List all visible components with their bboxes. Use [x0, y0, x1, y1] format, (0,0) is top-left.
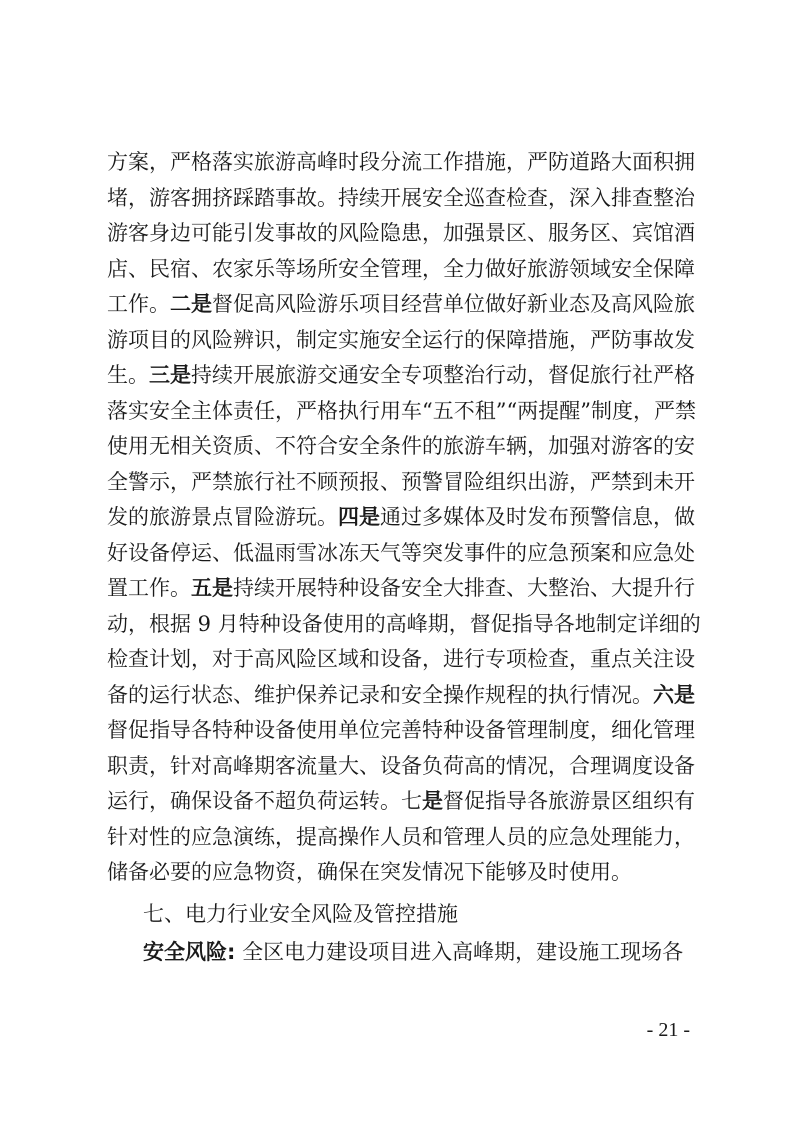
section-heading: 七、电力行业安全风险及管控措施	[143, 902, 458, 926]
text-line	[107, 786, 695, 816]
text-line	[107, 644, 695, 674]
risk-paragraph	[143, 937, 687, 967]
text-line	[107, 715, 695, 745]
risk-label: 安全风险:	[143, 940, 236, 964]
risk-text: 全区电力建设项目进入高峰期，建设施工现场各	[235, 940, 684, 964]
text-segment: 储备必要的应急物资，确保在突发情况下能够及时使用。	[107, 860, 632, 884]
text-line	[107, 680, 695, 710]
text-line	[107, 502, 695, 532]
text-segment: 店、民宿、农家乐等场所安全管理，全力做好旅游领域安全保障	[107, 257, 695, 281]
text-line	[107, 431, 695, 461]
text-segment: 游项目的风险辨识，制定实施安全运行的保障措施，严防事故发	[107, 328, 695, 352]
text-segment: 检查计划，对于高风险区域和设备，进行专项检查，重点关注设	[107, 647, 695, 671]
bold-marker: 是	[422, 789, 443, 813]
text-segment: 方案，严格落实旅游高峰时段分流工作措施，严防道路大面积拥	[107, 150, 695, 174]
text-segment: 使用无相关资质、不符合安全条件的旅游车辆，加强对游客的安	[107, 434, 695, 458]
text-segment: 督促指导各特种设备使用单位完善特种设备管理制度，细化管理	[107, 718, 695, 742]
text-segment: 全警示，严禁旅行社不顾预报、预警冒险组织出游，严禁到未开	[107, 470, 695, 494]
text-segment: 落实安全主体责任，严格执行用车“五不租”“两提醒”制度，严禁	[107, 399, 696, 423]
text-line	[107, 751, 695, 781]
text-line	[107, 396, 696, 426]
text-line	[107, 538, 695, 568]
bold-marker: 二是	[170, 292, 212, 316]
bold-marker: 六是	[653, 683, 695, 707]
text-segment: 发的旅游景点冒险游玩。	[107, 505, 338, 529]
text-segment: 职责，针对高峰期客流量大、设备负荷高的情况，合理调度设备	[107, 754, 695, 778]
text-segment: 督促高风险游乐项目经营单位做好新业态及高风险旅	[212, 292, 695, 316]
text-line	[107, 325, 695, 355]
text-line	[107, 609, 701, 639]
text-segment: 生。	[107, 363, 149, 387]
text-segment: 运行，确保设备不超负荷运转。七	[107, 789, 422, 813]
bold-marker: 五是	[191, 576, 233, 600]
text-line	[107, 218, 695, 248]
text-segment: 备的运行状态、维护保养记录和安全操作规程的执行情况。	[107, 683, 653, 707]
text-segment: 通过多媒体及时发布预警信息，做	[380, 505, 695, 529]
text-line	[107, 573, 695, 603]
text-segment: 动，根据 9 月特种设备使用的高峰期，督促指导各地制定详细的	[107, 612, 701, 636]
text-segment: 好设备停运、低温雨雪冰冻天气等突发事件的应急预案和应急处	[107, 541, 695, 565]
text-line	[107, 822, 695, 852]
text-segment: 持续开展特种设备安全大排查、大整治、大提升行	[233, 576, 695, 600]
text-line	[107, 360, 695, 390]
text-segment: 督促指导各旅游景区组织有	[443, 789, 695, 813]
text-segment: 游客身边可能引发事故的风险隐患，加强景区、服务区、宾馆酒	[107, 221, 695, 245]
text-segment: 针对性的应急演练，提高操作人员和管理人员的应急处理能力，	[107, 825, 695, 849]
text-line	[107, 183, 695, 213]
text-line	[107, 467, 695, 497]
page-number: - 21 -	[646, 1019, 690, 1041]
bold-marker: 四是	[338, 505, 380, 529]
bold-marker: 三是	[149, 363, 191, 387]
text-line	[107, 254, 695, 284]
text-line	[107, 147, 695, 177]
text-segment: 工作。	[107, 292, 170, 316]
text-line	[107, 857, 687, 887]
text-line	[107, 289, 695, 319]
text-segment: 堵，游客拥挤踩踏事故。持续开展安全巡查检查，深入排查整治	[107, 186, 695, 210]
text-segment: 持续开展旅游交通安全专项整治行动，督促旅行社严格	[191, 363, 695, 387]
text-segment: 置工作。	[107, 576, 191, 600]
